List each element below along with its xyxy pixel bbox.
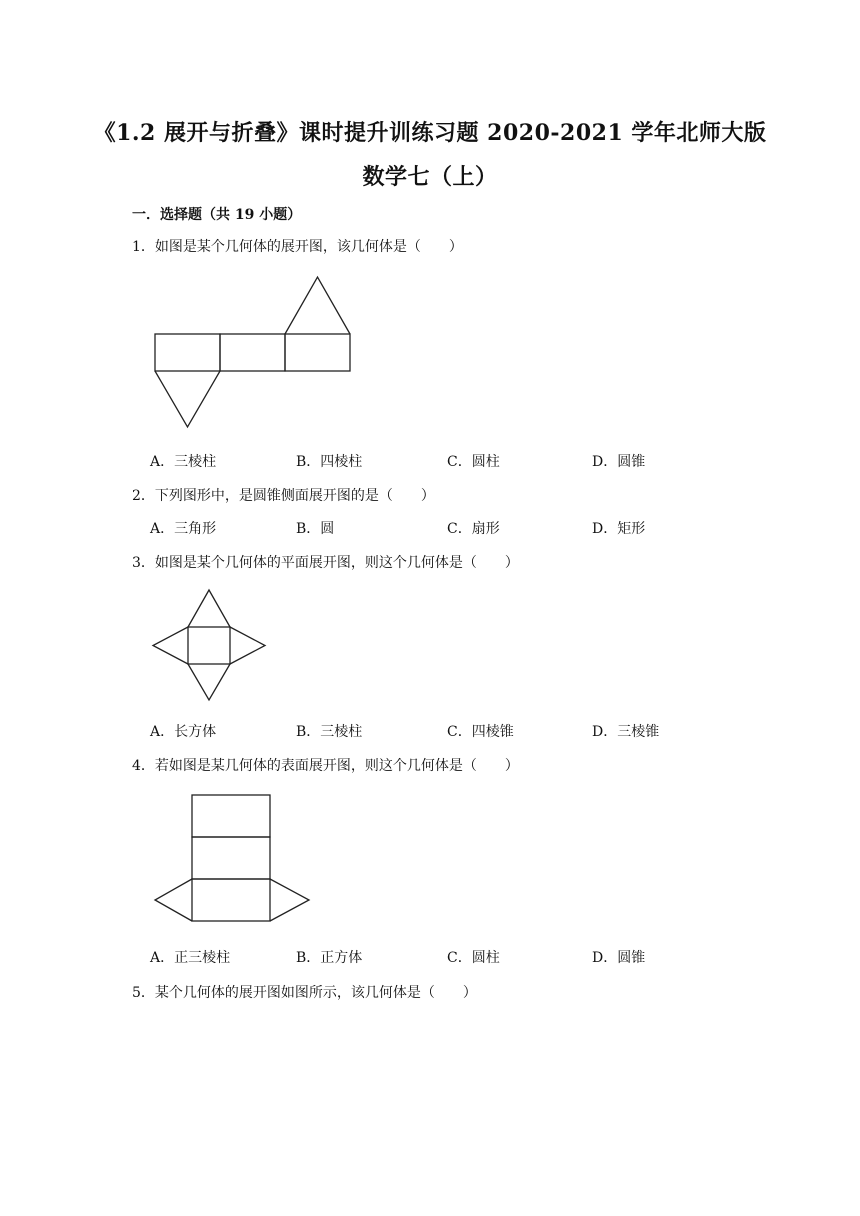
question-2-option-c: C．扇形 [447, 521, 500, 537]
question-4-option-b: B．正方体 [296, 950, 363, 966]
question-2-option-a: A．三角形 [150, 521, 217, 537]
question-3-option-a: A．长方体 [150, 724, 217, 740]
question-1-option-c: C．圆柱 [447, 454, 500, 470]
question-1-figure [150, 272, 360, 432]
question-1-option-a: A．三棱柱 [150, 454, 217, 470]
question-1-option-b: B．四棱柱 [296, 454, 363, 470]
question-4-stem: 4．若如图是某几何体的表面展开图，则这个几何体是（ ） [132, 758, 519, 774]
question-2-stem: 2．下列图形中，是圆锥侧面展开图的是（ ） [132, 488, 435, 504]
doc-title-line2: 数学七（上） [362, 164, 498, 190]
question-4-option-a: A．正三棱柱 [150, 950, 231, 966]
question-3-option-d: D．三棱锥 [592, 724, 660, 740]
question-2-option-d: D．矩形 [592, 521, 646, 537]
question-5-stem: 5．某个几何体的展开图如图所示，该几何体是（ ） [132, 985, 477, 1001]
question-3-option-b: B．三棱柱 [296, 724, 363, 740]
section-heading: 一．选择题（共 19 小题） [132, 207, 302, 223]
doc-title-line1: 《1.2 展开与折叠》课时提升训练习题 2020-2021 学年北师大版 [93, 120, 767, 146]
question-2-option-b: B．圆 [296, 521, 335, 537]
question-3-stem: 3．如图是某个几何体的平面展开图，则这个几何体是（ ） [132, 555, 519, 571]
question-1-stem: 1．如图是某个几何体的展开图，该几何体是（ ） [132, 239, 463, 255]
question-3-figure [148, 585, 268, 705]
question-4-option-d: D．圆锥 [592, 950, 646, 966]
question-4-option-c: C．圆柱 [447, 950, 500, 966]
question-4-figure [150, 790, 315, 930]
question-1-option-d: D．圆锥 [592, 454, 646, 470]
question-3-option-c: C．四棱锥 [447, 724, 514, 740]
